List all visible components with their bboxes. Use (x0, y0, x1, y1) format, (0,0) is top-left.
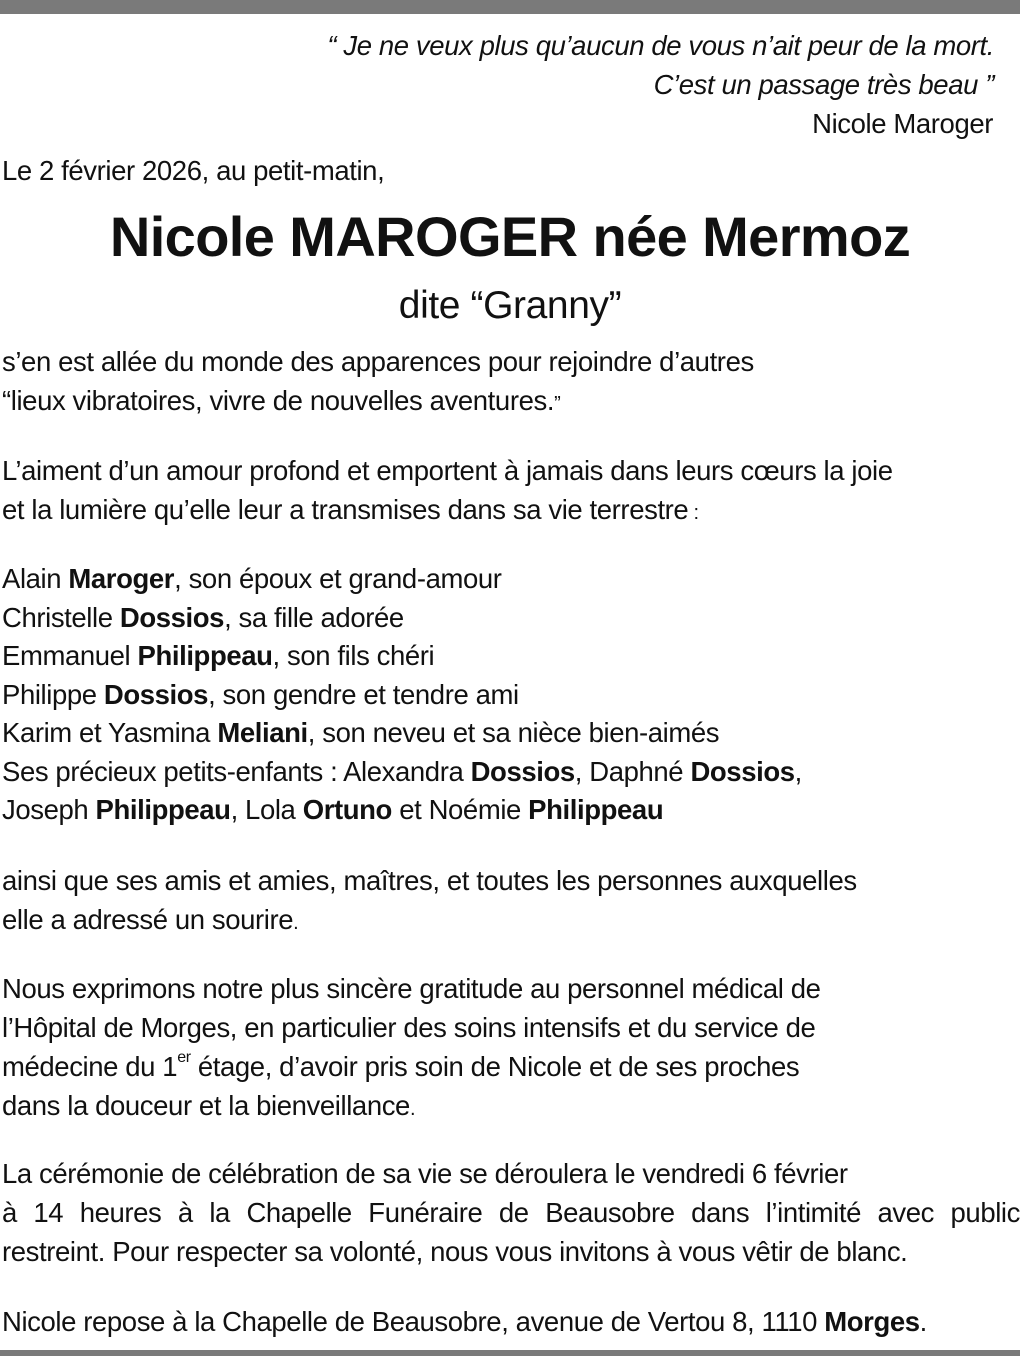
family-text: Philippe (2, 678, 104, 710)
family-text: , Daphné (574, 755, 691, 787)
family-text: , Lola (230, 794, 303, 825)
family-member-line (2, 717, 719, 749)
resting-place: Nicole repose à la Chapelle de Beausobre, avenue de Vertou 8, 1110 Morges. (2, 1306, 927, 1337)
family-surname: Philippeau (528, 794, 664, 825)
family-surname: Dossios (103, 678, 209, 710)
quote-author: Nicole Maroger (812, 108, 993, 139)
family-text: , son époux et grand-amour (174, 563, 502, 594)
top-rule (0, 0, 1020, 14)
family-surname: Dossios (690, 755, 795, 787)
gratitude-line-2: l’Hôpital de Morges, en particulier des soins intensifs et du service de (2, 1012, 816, 1043)
family-text: Ses précieux petits-enfants : Alexandra (2, 755, 471, 787)
family-member-line (2, 679, 519, 711)
nickname: dite “Granny” (398, 284, 622, 327)
passage-line-2: “lieux vibratoires, vivre de nouvelles aventures.” (2, 385, 561, 416)
love-line-2: et la lumière qu’elle leur a transmises dans sa vie terrestre : (2, 494, 699, 525)
family-text: Emmanuel (2, 640, 138, 671)
family-surname: Philippeau (95, 794, 231, 825)
family-surname: Dossios (470, 755, 575, 787)
ceremony-line-2: à 14 heures à la Chapelle Funéraire de Beausobre dans l’intimité avec public (2, 1197, 1020, 1228)
family-surname: Dossios (119, 601, 225, 633)
family-text: Joseph (2, 794, 96, 825)
gratitude-line-1: Nous exprimons notre plus sincère gratitude au personnel médical de (2, 973, 821, 1004)
family-member-line (2, 563, 502, 595)
family-text: , son gendre et tendre ami (208, 678, 519, 710)
family-text: , (794, 755, 802, 787)
friends-line-1: ainsi que ses amis et amies, maîtres, et toutes les personnes auxquelles (2, 865, 857, 896)
family-member-line (2, 640, 434, 672)
family-text: et Noémie (391, 794, 529, 825)
passage-line-1: s’en est allée du monde des apparences pour rejoindre d’autres (2, 346, 754, 377)
intro-date: Le 2 février 2026, au petit-matin, (2, 155, 385, 186)
quote-line-2: C’est un passage très beau ” (653, 69, 994, 100)
family-surname: Philippeau (137, 640, 273, 671)
deceased-name: Nicole MAROGER née Mermoz (109, 205, 911, 268)
family-text: , son neveu et sa nièce bien-aimés (307, 717, 720, 748)
family-text: , sa fille adorée (224, 601, 404, 633)
quote-line-1: “ Je ne veux plus qu’aucun de vous n’ait peur de la mort. (327, 30, 994, 61)
family-text: , son fils chéri (272, 640, 435, 671)
family-surname: Maroger (68, 563, 175, 594)
family-member-line (2, 794, 663, 826)
family-surname: Meliani (217, 717, 308, 748)
family-member-line (2, 602, 404, 634)
bottom-rule (0, 1350, 1020, 1356)
friends-line-2: elle a adressé un sourire. (2, 904, 299, 935)
love-line-1: L’aiment d’un amour profond et emportent à jamais dans leurs cœurs la joie (2, 455, 893, 486)
family-member-line (2, 756, 802, 788)
family-surname: Ortuno (302, 794, 392, 825)
ceremony-line-1: La cérémonie de célébration de sa vie se déroulera le vendredi 6 février (2, 1158, 848, 1189)
family-text: Alain (2, 563, 69, 594)
ceremony-line-3: restreint. Pour respecter sa volonté, nous vous invitons à vous vêtir de blanc. (2, 1236, 908, 1267)
family-text: Karim et Yasmina (2, 717, 218, 748)
family-text: Christelle (2, 601, 120, 633)
gratitude-line-4: dans la douceur et la bienveillance. (2, 1090, 416, 1121)
gratitude-line-3: médecine du 1er étage, d’avoir pris soin de Nicole et de ses proches (2, 1049, 800, 1082)
